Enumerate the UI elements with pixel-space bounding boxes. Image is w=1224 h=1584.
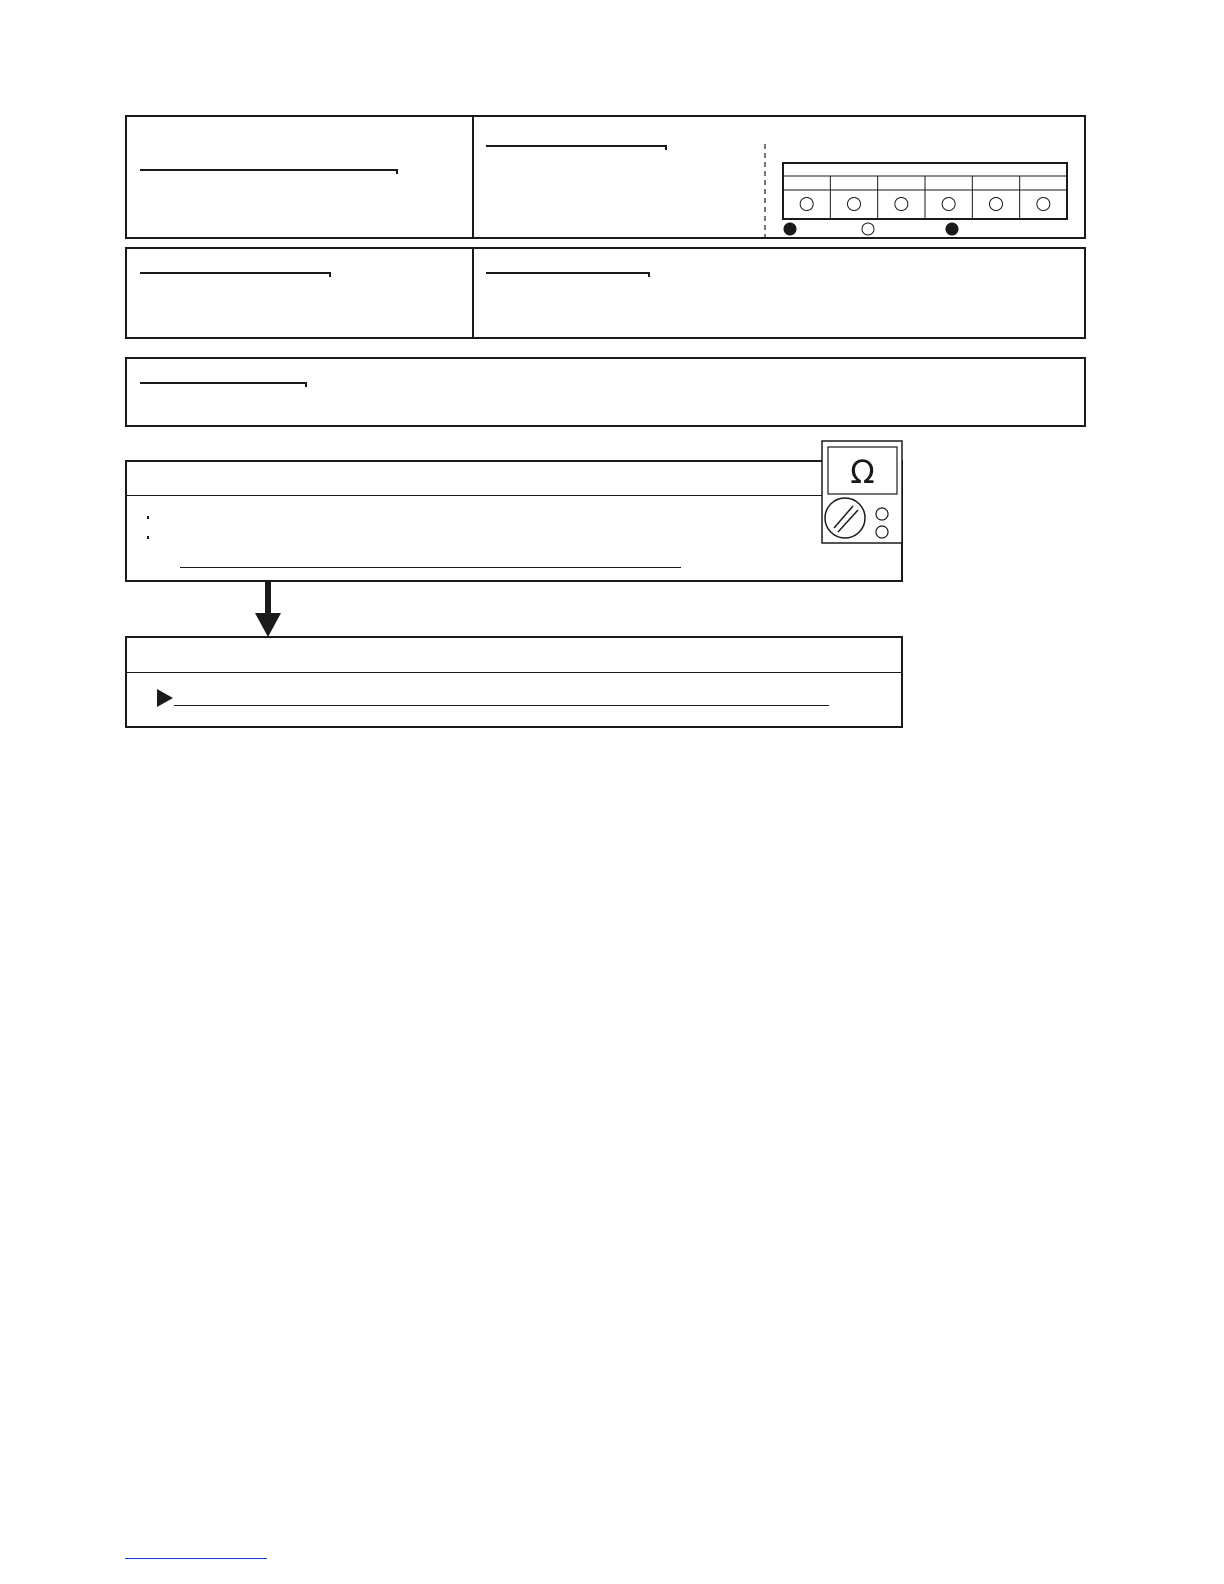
step-underline	[174, 705, 829, 706]
heading-underline	[140, 382, 305, 384]
step-underline	[180, 567, 681, 568]
dashed-divider	[764, 144, 766, 238]
footer-link-underline[interactable]	[125, 1558, 267, 1559]
bullet	[147, 516, 149, 519]
ohmmeter-icon	[821, 440, 903, 544]
info-panel-middle-left	[125, 247, 474, 339]
connector-pin	[895, 198, 908, 211]
heading-underline	[140, 169, 396, 171]
connector-marker-filled	[784, 223, 796, 235]
step-box-result	[125, 636, 903, 728]
step-box-check	[125, 460, 903, 582]
heading-underline	[486, 272, 648, 274]
triangle-right-icon	[157, 689, 173, 707]
step-box-divider	[126, 495, 822, 496]
bullet	[147, 536, 149, 539]
connector-marker-filled	[946, 223, 958, 235]
meter-dial	[825, 498, 865, 538]
heading-underline	[140, 272, 329, 274]
connector-marker-open	[862, 223, 874, 235]
connector-icon	[780, 160, 1072, 240]
step-box-divider	[126, 672, 902, 673]
heading-underline	[486, 145, 665, 147]
connector-pin	[1037, 198, 1050, 211]
arrow-down-icon	[255, 581, 281, 639]
info-panel-middle-right	[472, 247, 1086, 339]
connector-pin	[800, 198, 813, 211]
connector-pin	[848, 198, 861, 211]
meter-jack	[876, 508, 888, 520]
connector-pin	[990, 198, 1003, 211]
connector-pin	[942, 198, 955, 211]
info-panel-top-left	[125, 115, 474, 239]
meter-jack	[876, 526, 888, 538]
info-panel-wide	[125, 357, 1086, 427]
meter-ohm-symbol: Ω	[850, 453, 875, 491]
